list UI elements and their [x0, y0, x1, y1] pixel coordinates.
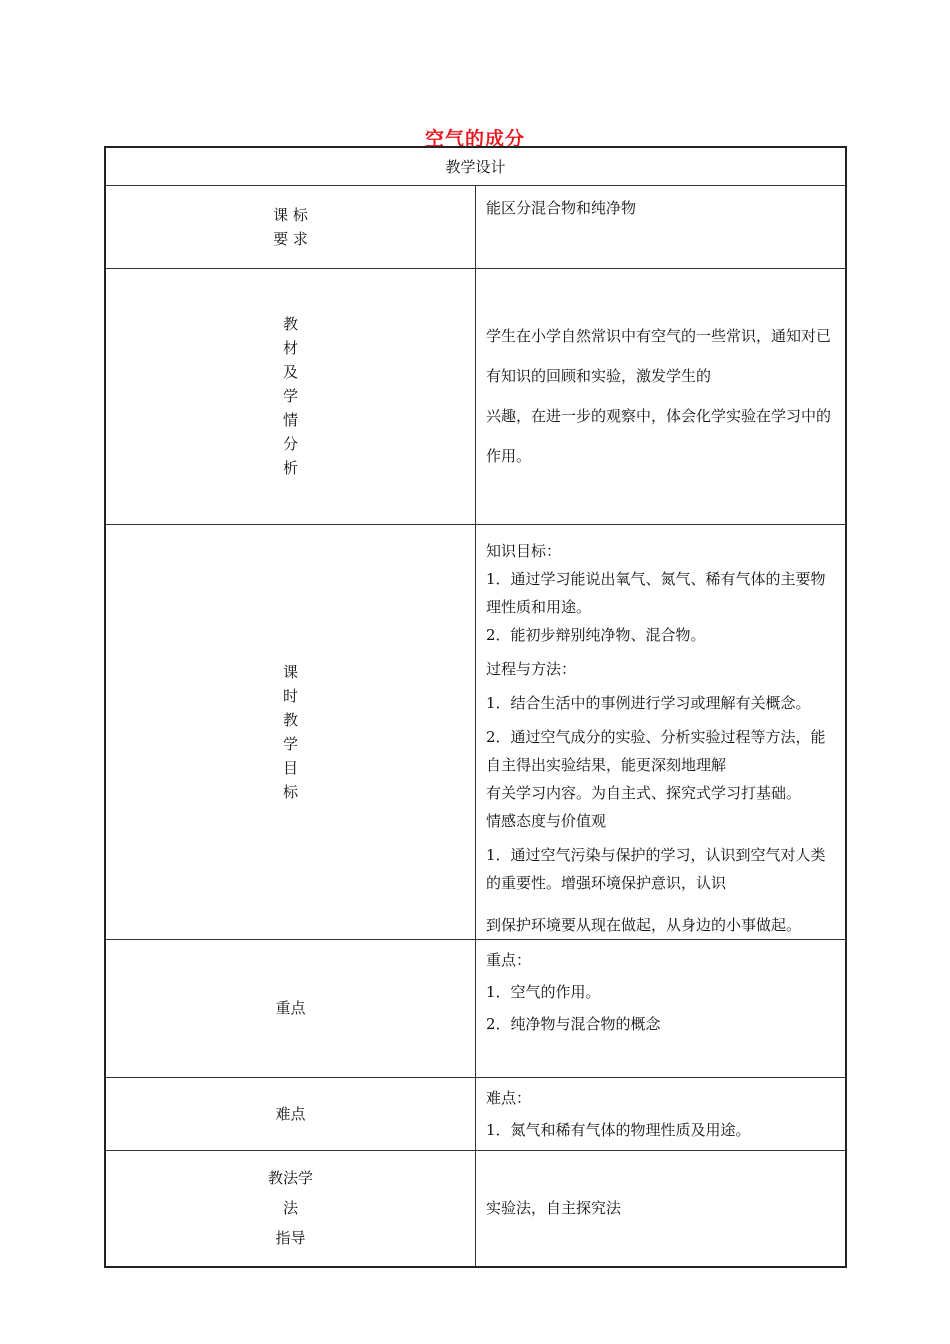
goals-label-char: 目: [282, 758, 298, 777]
analysis-label-char: 情: [282, 411, 298, 429]
analysis-label-char: 分: [282, 435, 298, 453]
goals-line: 情感态度与价值观: [486, 811, 607, 830]
key-row: [105, 939, 846, 1077]
goals-label-char: 课: [282, 662, 298, 681]
analysis-label-char: 材: [282, 339, 298, 357]
difficulty-row: [105, 1077, 846, 1150]
method-label: [105, 1150, 476, 1267]
analysis-label-char: 教: [282, 315, 298, 333]
standard-label-line: 课 标: [273, 205, 308, 224]
goals-line: 到保护环境要从现在做起，从身边的小事做起。: [486, 915, 802, 934]
standard-content: 能区分混合物和纯净物: [476, 185, 847, 268]
difficulty-content: [476, 1077, 847, 1150]
header-row: [105, 147, 846, 185]
analysis-label-char: 及: [282, 363, 298, 381]
goals-label-char: 时: [282, 686, 298, 705]
analysis-label-char: 析: [282, 459, 298, 477]
method-label-line: 教法学: [267, 1169, 313, 1188]
goals-line: 过程与方法：: [486, 659, 577, 678]
difficulty-label: 难点: [105, 1077, 476, 1150]
key-line: 重点：: [486, 950, 532, 969]
difficulty-line: 难点：: [486, 1088, 532, 1107]
analysis-row: [105, 268, 846, 524]
goals-label-char: 学: [282, 734, 298, 753]
standard-label-line: 要 求: [273, 229, 308, 248]
standard-row: [105, 185, 846, 268]
goals-line: 2．通过空气成分的实验、分析实验过程等方法，能自主得出实验结果，能更深刻地理解: [486, 727, 826, 774]
analysis-line: 学生在小学自然常识中有空气的一些常识，通知对已有知识的回顾和实验，激发学生的: [486, 327, 832, 385]
analysis-line: 兴趣，在进一步的观察中，体会化学实验在学习中的作用。: [486, 407, 832, 465]
document-title: 空气的成分: [424, 128, 525, 150]
goals-line: 1．通过空气污染与保护的学习，认识到空气对人类的重要性。增强环境保护意识，认识: [486, 845, 826, 892]
goals-label-char: 教: [282, 710, 298, 729]
analysis-label-char: 学: [282, 387, 298, 405]
goals-line: 1．通过学习能说出氧气、氮气、稀有气体的主要物理性质和用途。: [486, 569, 826, 616]
method-row: [105, 1150, 846, 1267]
method-content: 实验法，自主探究法: [476, 1150, 847, 1267]
method-label-line: 指导: [275, 1229, 306, 1248]
goals-label-char: 标: [282, 782, 298, 801]
lesson-plan-table: [104, 146, 847, 1268]
key-content: [476, 939, 847, 1077]
goals-line: 1．结合生活中的事例进行学习或理解有关概念。: [486, 693, 811, 712]
goals-line: 知识目标：: [486, 541, 562, 560]
goals-row: [105, 524, 846, 939]
analysis-content: [476, 268, 847, 524]
key-label: 重点: [105, 939, 476, 1077]
analysis-label: [105, 268, 476, 524]
difficulty-line: 1．氮气和稀有气体的物理性质及用途。: [486, 1120, 751, 1139]
goals-line: 2．能初步辩别纯净物、混合物。: [486, 625, 706, 644]
method-label-line: 法: [282, 1199, 298, 1218]
goals-line: 有关学习内容。为自主式、探究式学习打基础。: [486, 783, 802, 802]
key-line: 1．空气的作用。: [486, 982, 601, 1001]
goals-content: [476, 524, 847, 939]
standard-label: [105, 185, 476, 268]
goals-label: [105, 524, 476, 939]
key-line: 2．纯净物与混合物的概念: [486, 1014, 661, 1033]
table-header: 教学设计: [105, 147, 846, 185]
